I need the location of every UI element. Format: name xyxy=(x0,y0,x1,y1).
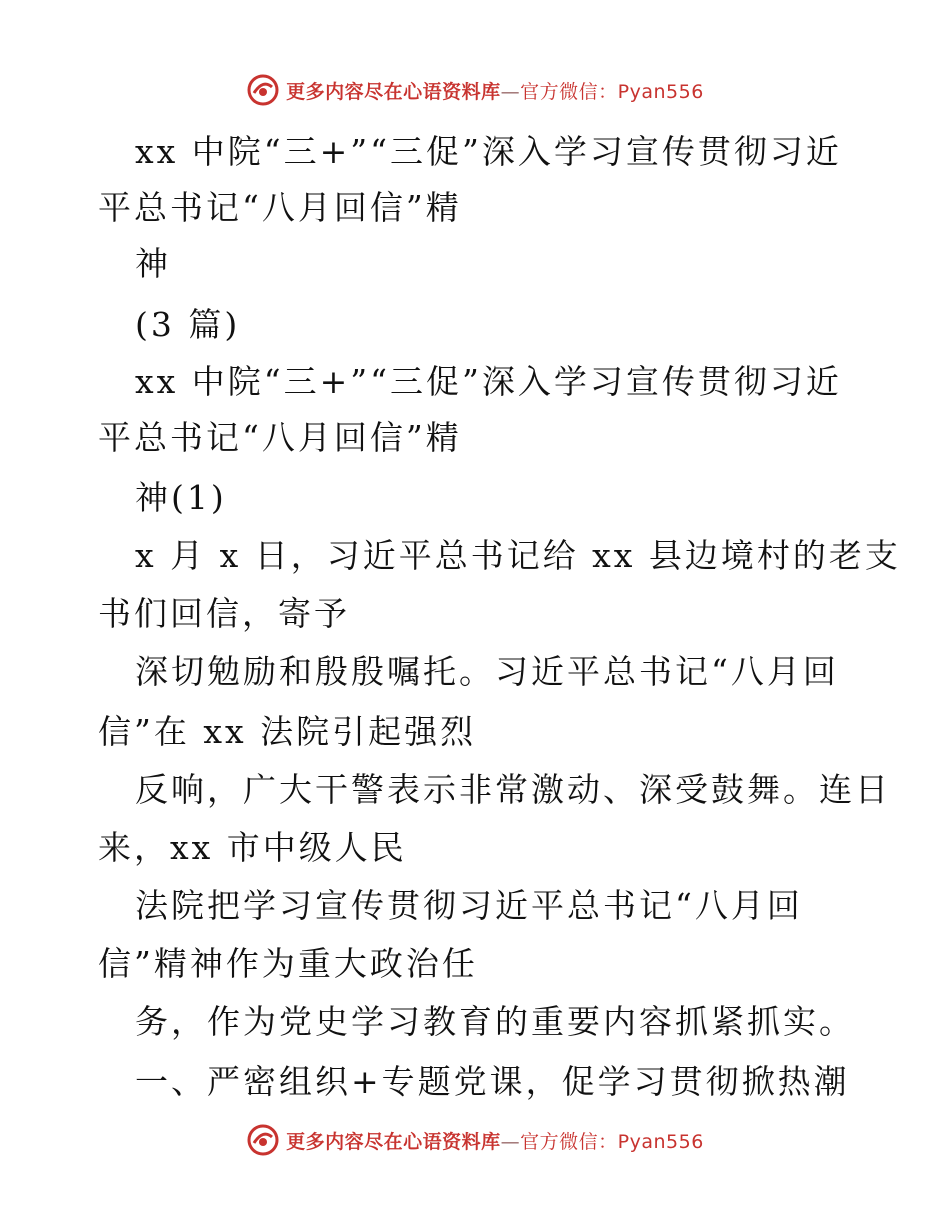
text-line: 书们回信，寄予 xyxy=(98,594,350,633)
watermark-wechat: 官方微信：Pyan556 xyxy=(520,1130,704,1153)
text-line: 信”精神作为重大政治任 xyxy=(98,944,478,983)
text-line: 神(1) xyxy=(135,478,227,517)
text-line: 深切勉励和殷殷嘱托。习近平总书记“八月回 xyxy=(135,652,839,691)
text-line: 反响，广大干警表示非常激动、深受鼓舞。连日 xyxy=(135,770,891,809)
watermark-brand: 更多内容尽在心语资料库 xyxy=(286,1130,501,1153)
seal-logo-icon xyxy=(246,1123,280,1157)
watermark-separator: — xyxy=(500,80,521,103)
watermark-text xyxy=(286,77,704,104)
text-line: (3 篇) xyxy=(135,305,241,344)
watermark-header xyxy=(0,70,950,110)
text-line: 信”在 xx 法院引起强烈 xyxy=(98,712,477,751)
watermark-brand: 更多内容尽在心语资料库 xyxy=(286,80,501,103)
seal-logo-icon xyxy=(246,73,280,107)
text-line: 平总书记“八月回信”精 xyxy=(98,418,462,457)
watermark-footer xyxy=(0,1120,950,1160)
watermark-wechat: 官方微信：Pyan556 xyxy=(520,80,704,103)
text-line: xx 中院“三+”“三促”深入学习宣传贯彻习近 xyxy=(135,362,842,401)
text-line: xx 中院“三+”“三促”深入学习宣传贯彻习近 xyxy=(135,132,842,171)
watermark-separator: — xyxy=(500,1130,521,1153)
text-line: 来，xx 市中级人民 xyxy=(98,828,407,867)
text-line: 平总书记“八月回信”精 xyxy=(98,188,462,227)
text-line: x 月 x 日，习近平总书记给 xx 县边境村的老支 xyxy=(135,536,901,575)
text-line: 法院把学习宣传贯彻习近平总书记“八月回 xyxy=(135,886,803,925)
text-line: 神 xyxy=(135,244,171,283)
watermark-text xyxy=(286,1127,704,1154)
text-line: 一、严密组织+专题党课，促学习贯彻掀热潮 xyxy=(135,1062,850,1101)
text-line: 务，作为党史学习教育的重要内容抓紧抓实。 xyxy=(135,1002,855,1041)
